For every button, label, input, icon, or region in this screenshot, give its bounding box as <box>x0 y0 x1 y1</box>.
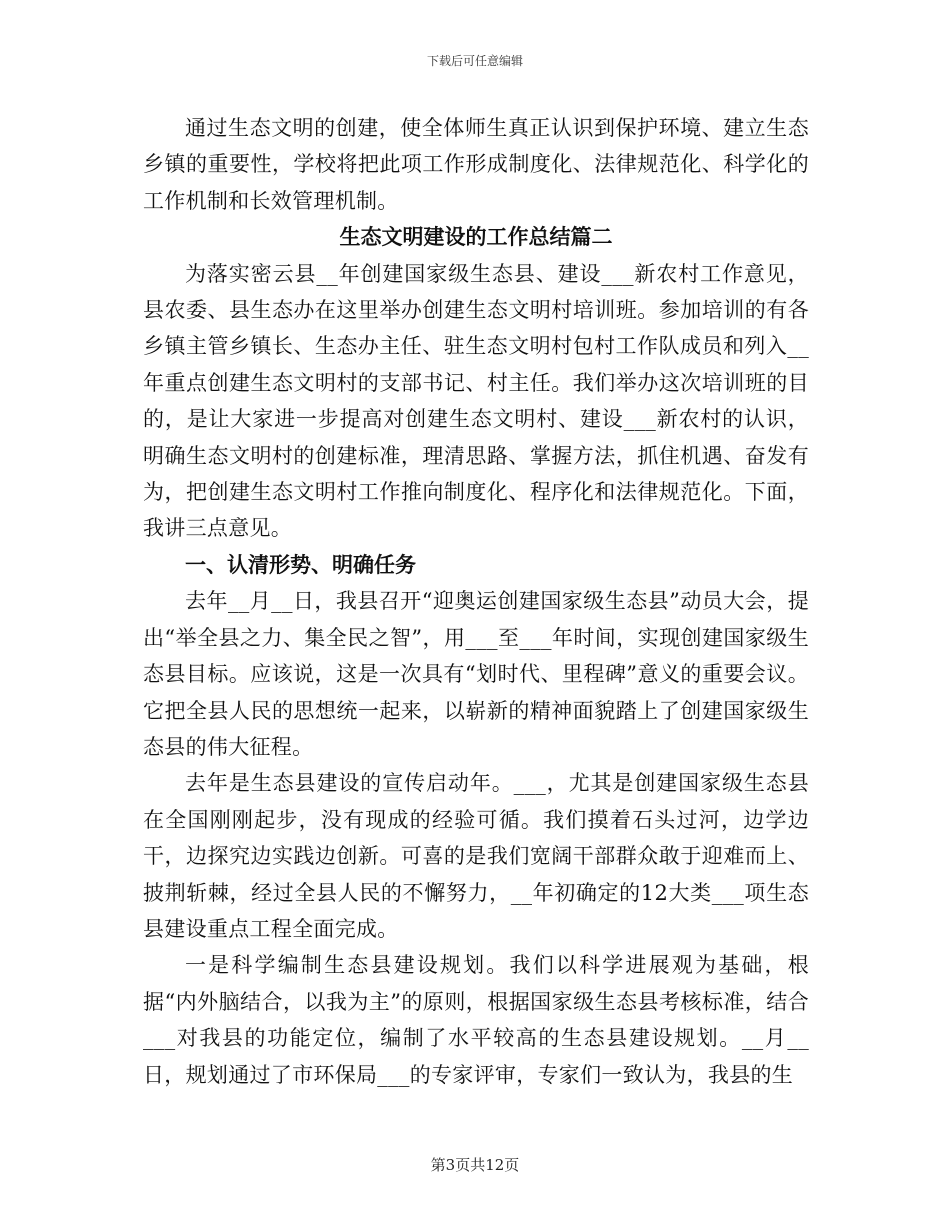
paragraph-planning: 一是科学编制生态县建设规划。我们以科学进展观为基础，根据“内外脑结合，以我为主”的原则，根据国家级生态县考核标准，结合___对我县的功能定位，编制了水平较高的生态县建设规划。__月__日，规划通过了市环保局___的专家评审，专家们一致认为，我县的生 <box>143 953 809 1087</box>
paragraph-opening: 为落实密云县__年创建国家级生态县、建设___新农村工作意见，县农委、县生态办在这里举办创建生态文明村培训班。参加培训的有各乡镇主管乡镇长、生态办主任、驻生态文明村包村工作队成员和列入__年重点创建生态文明村的支部书记、村主任。我们举办这次培训班的目的，是让大家进一步提高对创建生态文明村、建设___新农村的认识，明确生态文明村的创建标准，理清思路、掌握方法，抓住机遇、奋发有为，把创建生态文明村工作推向制度化、程序化和法律规范化。下面，我讲三点意见。 <box>143 261 809 541</box>
section-heading-one: 一、认清形势、明确任务 <box>185 551 416 577</box>
section-title: 生态文明建设的工作总结篇二 <box>339 224 613 250</box>
paragraph-last-year-meeting: 去年__月__日，我县召开“迎奥运创建国家级生态县”动员大会，提出“举全县之力、集全民之智”，用___至___年时间，实现创建国家级生态县目标。应该说，这是一次具有“划时代、里程碑”意义的重要会议。它把全县人民的思想统一起来，以崭新的精神面貌踏上了创建国家级生态县的伟大征程。 <box>143 589 809 759</box>
document-body <box>143 110 809 1093</box>
paragraph-intro: 通过生态文明的创建，使全体师生真正认识到保护环境、建立生态乡镇的重要性，学校将把此项工作形成制度化、法律规范化、科学化的工作机制和长效管理机制。 <box>143 116 809 213</box>
paragraph-launch-year: 去年是生态县建设的宣传启动年。___，尤其是创建国家级生态县在全国刚刚起步，没有现成的经验可循。我们摸着石头过河，边学边干，边探究边实践边创新。可喜的是我们宽阔干部群众敢于迎难而上、披荆斩棘，经过全县人民的不懈努力，__年初确定的12大类___项生态县建设重点工程全面完成。 <box>143 771 809 941</box>
page-header-note: 下载后可任意编辑 <box>426 54 523 68</box>
page-footer: 第3页共12页 <box>430 1156 520 1174</box>
